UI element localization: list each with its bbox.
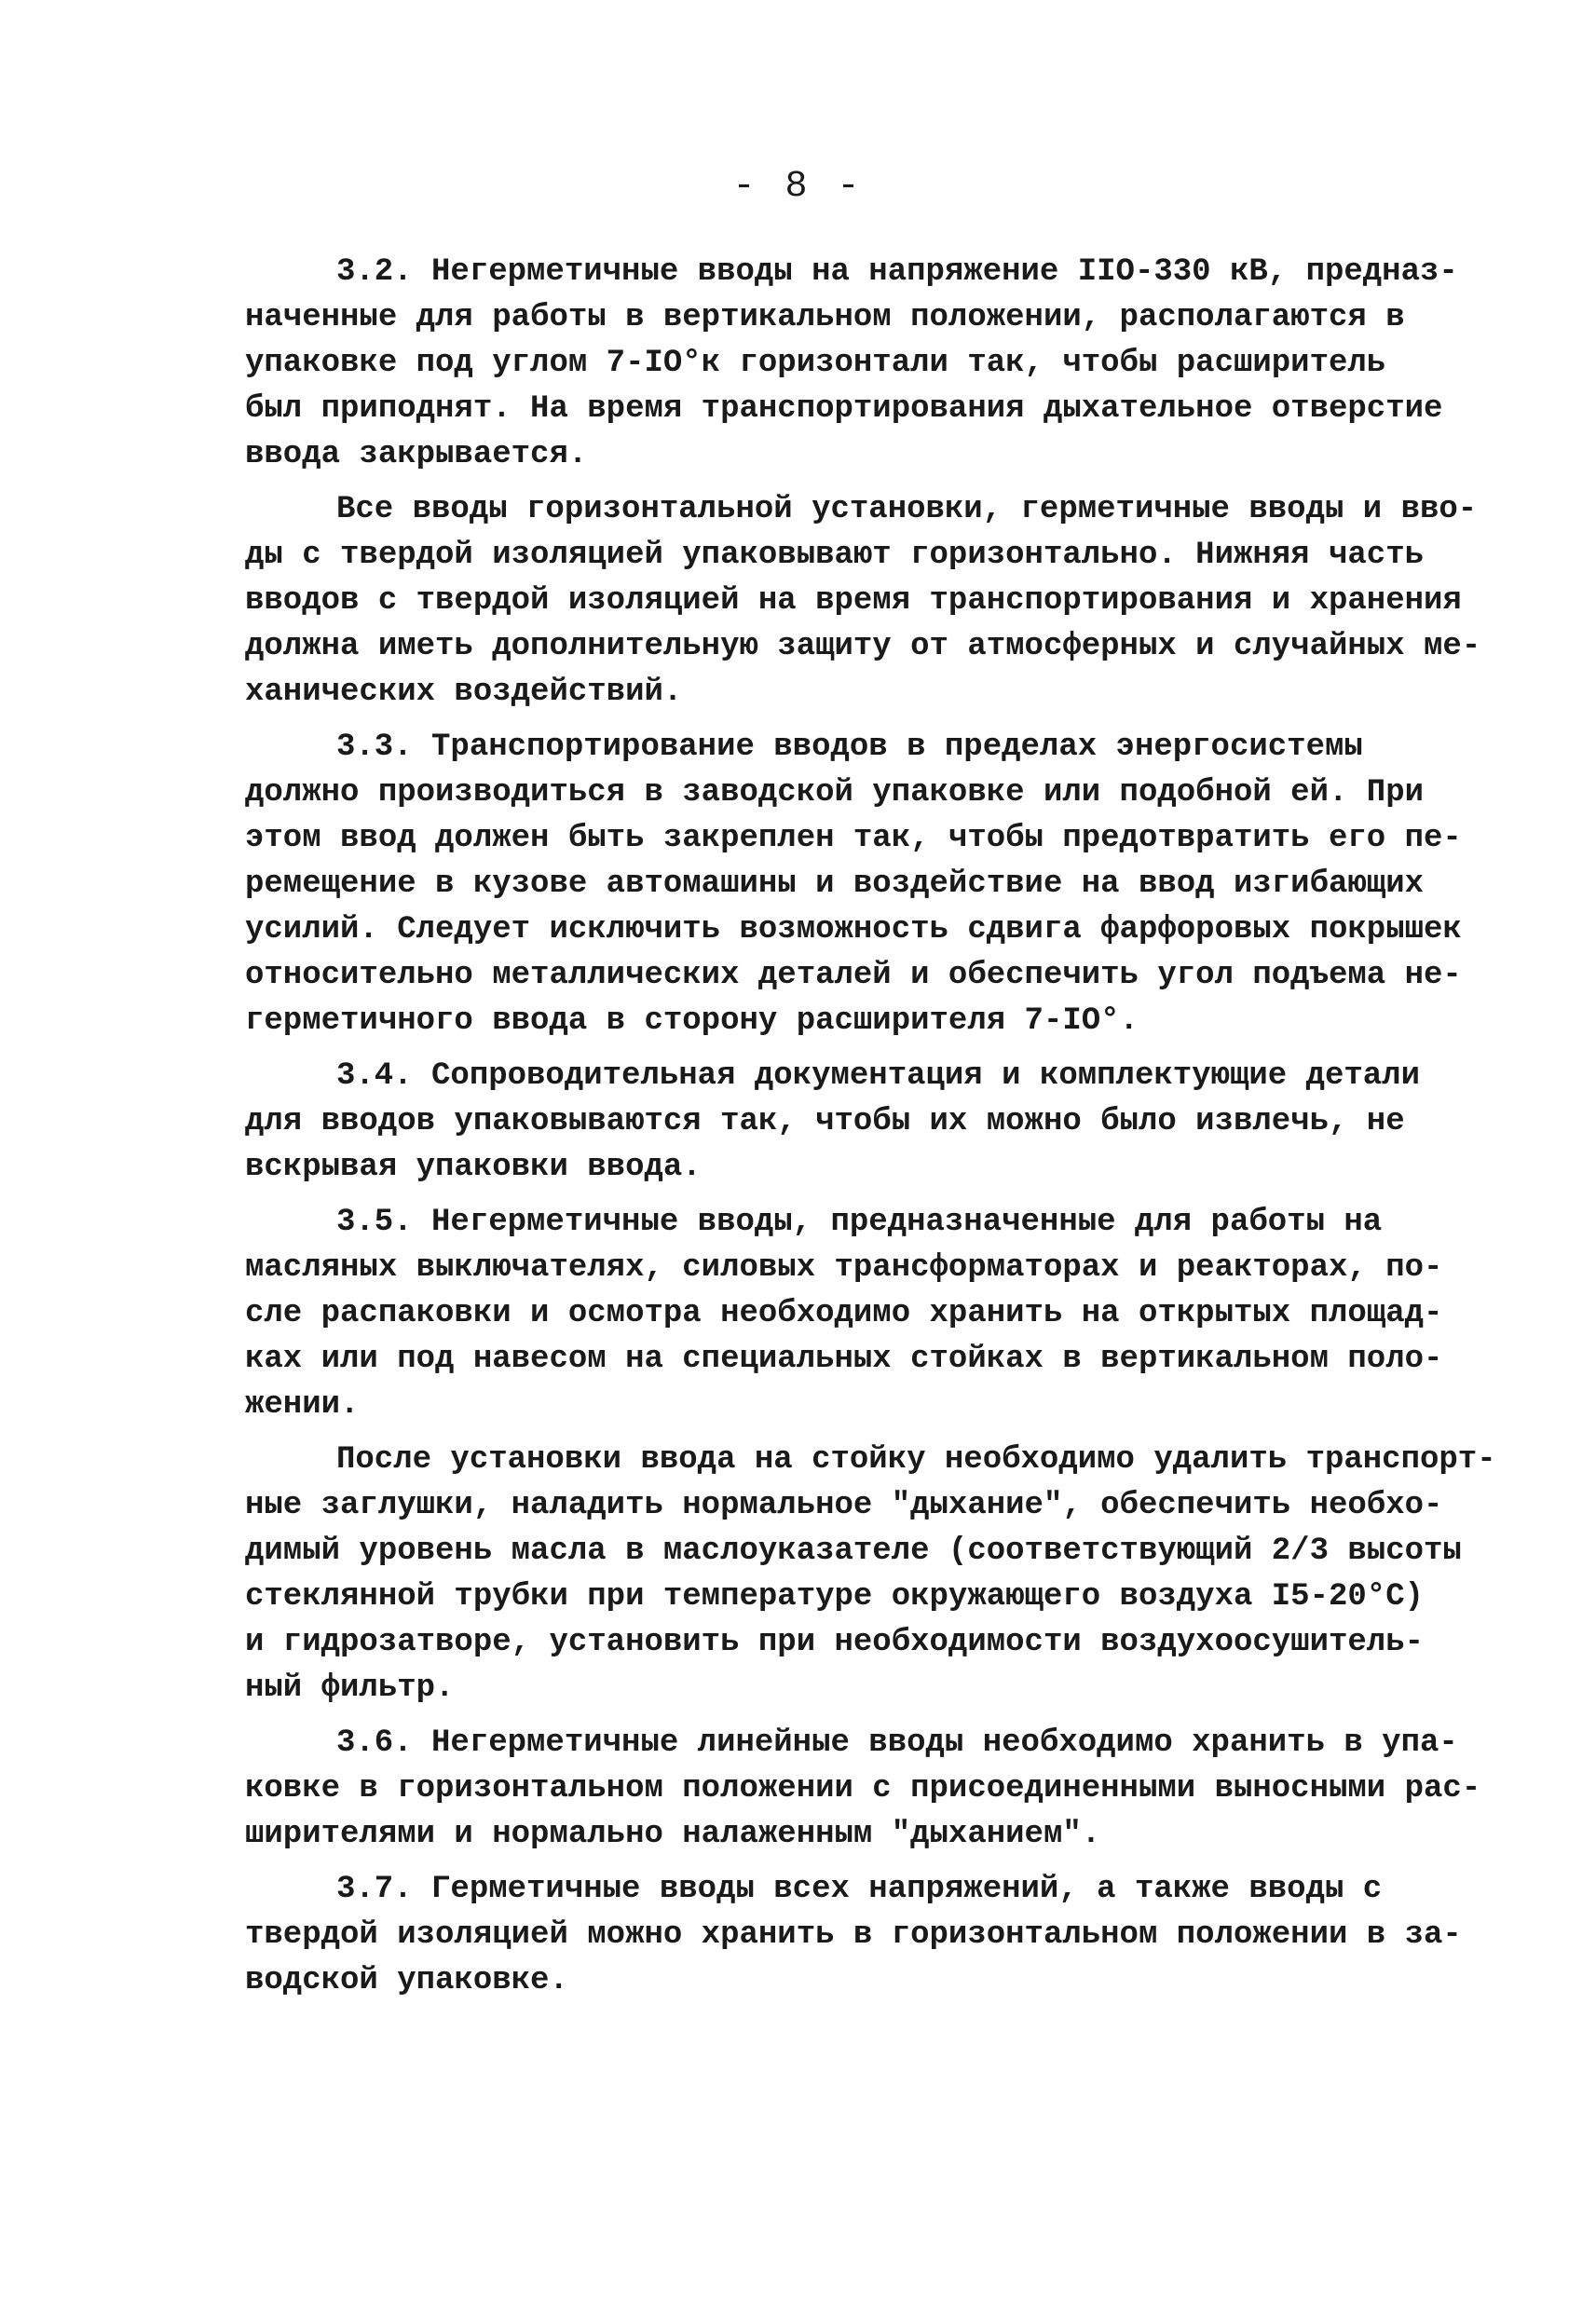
text-line: 3.7. Герметичные вводы всех напряжений, а также вводы с xyxy=(336,1872,1383,1907)
text-line: ханических воздействий. xyxy=(245,675,683,710)
text-line: ные заглушки, наладить нормальное "дыхание", обеспечить необхо- xyxy=(245,1488,1443,1523)
text-line: ремещение в кузове автомашины и воздействие на ввод изгибающих xyxy=(245,866,1425,902)
page-number: - 8 - xyxy=(732,166,864,208)
text-line: усилий. Следует исключить возможность сдвига фарфоровых покрышек xyxy=(245,912,1462,948)
document-body xyxy=(245,250,1494,2004)
text-line: относительно металлических деталей и обеспечить угол подъема не- xyxy=(245,958,1462,993)
text-line: сле распаковки и осмотра необходимо хранить на открытых площад- xyxy=(245,1296,1443,1331)
text-line: 3.2. Негерметичные вводы на напряжение IIO-330 кВ, предназ- xyxy=(336,254,1458,290)
text-line: 3.4. Сопроводительная документация и комплектующие детали xyxy=(336,1058,1420,1094)
paragraph-3-2-continued xyxy=(245,487,1494,716)
text-line: был приподнят. На время транспортирования дыхательное отверстие xyxy=(245,391,1443,427)
text-line: упаковке под углом 7-IO°к горизонтали так, чтобы расширитель xyxy=(245,346,1386,381)
text-line: герметичного ввода в сторону расширителя 7-IO°. xyxy=(245,1003,1139,1039)
text-line: димый уровень масла в маслоуказателе (соответствующий 2/3 высоты xyxy=(245,1534,1462,1569)
paragraph-3-6 xyxy=(245,1721,1494,1858)
paragraph-3-7 xyxy=(245,1867,1494,2004)
text-line: ды с твердой изоляцией упаковывают горизонтально. Нижняя часть xyxy=(245,538,1425,573)
text-line: масляных выключателях, силовых трансформаторах и реакторах, по- xyxy=(245,1250,1443,1286)
text-line: ввода закрывается. xyxy=(245,437,588,472)
text-line: жении. xyxy=(245,1387,360,1423)
text-line: ширителями и нормально налаженным "дыханием". xyxy=(245,1817,1101,1852)
paragraph-3-5 xyxy=(245,1200,1494,1428)
text-line: стеклянной трубки при температуре окружающего воздуха I5-20°С) xyxy=(245,1579,1425,1615)
paragraph-3-2 xyxy=(245,250,1494,478)
text-line: 3.5. Негерметичные вводы, предназначенные для работы на xyxy=(336,1205,1383,1240)
text-line: Все вводы горизонтальной установки, герметичные вводы и вво- xyxy=(336,492,1478,527)
paragraph-3-5-continued xyxy=(245,1438,1494,1711)
text-line: водской упаковке. xyxy=(245,1963,568,1998)
text-line: вскрывая упаковки ввода. xyxy=(245,1150,702,1185)
text-line: для вводов упаковываются так, чтобы их можно было извлечь, не xyxy=(245,1104,1405,1139)
text-line: 3.6. Негерметичные линейные вводы необходимо хранить в упа- xyxy=(336,1725,1458,1761)
text-line: наченные для работы в вертикальном положении, располагаются в xyxy=(245,300,1405,335)
text-line: ный фильтр. xyxy=(245,1670,455,1706)
text-line: ках или под навесом на специальных стойках в вертикальном поло- xyxy=(245,1342,1443,1377)
text-line: должно производиться в заводской упаковке или подобной ей. При xyxy=(245,775,1425,811)
text-line: этом ввод должен быть закреплен так, чтобы предотвратить его пе- xyxy=(245,821,1462,856)
text-line: ковке в горизонтальном положении с присоединенными выносными рас- xyxy=(245,1771,1481,1806)
paragraph-3-3 xyxy=(245,725,1494,1044)
text-line: твердой изоляцией можно хранить в горизонтальном положении в за- xyxy=(245,1917,1462,1953)
paragraph-3-4 xyxy=(245,1054,1494,1191)
text-line: должна иметь дополнительную защиту от атмосферных и случайных ме- xyxy=(245,629,1481,664)
text-line: 3.3. Транспортирование вводов в пределах энергосистемы xyxy=(336,729,1363,765)
text-line: и гидрозатворе, установить при необходимости воздухоосушитель- xyxy=(245,1625,1425,1660)
text-line: вводов с твердой изоляцией на время транспортирования и хранения xyxy=(245,583,1462,619)
text-line: После установки ввода на стойку необходимо удалить транспорт- xyxy=(336,1442,1496,1478)
